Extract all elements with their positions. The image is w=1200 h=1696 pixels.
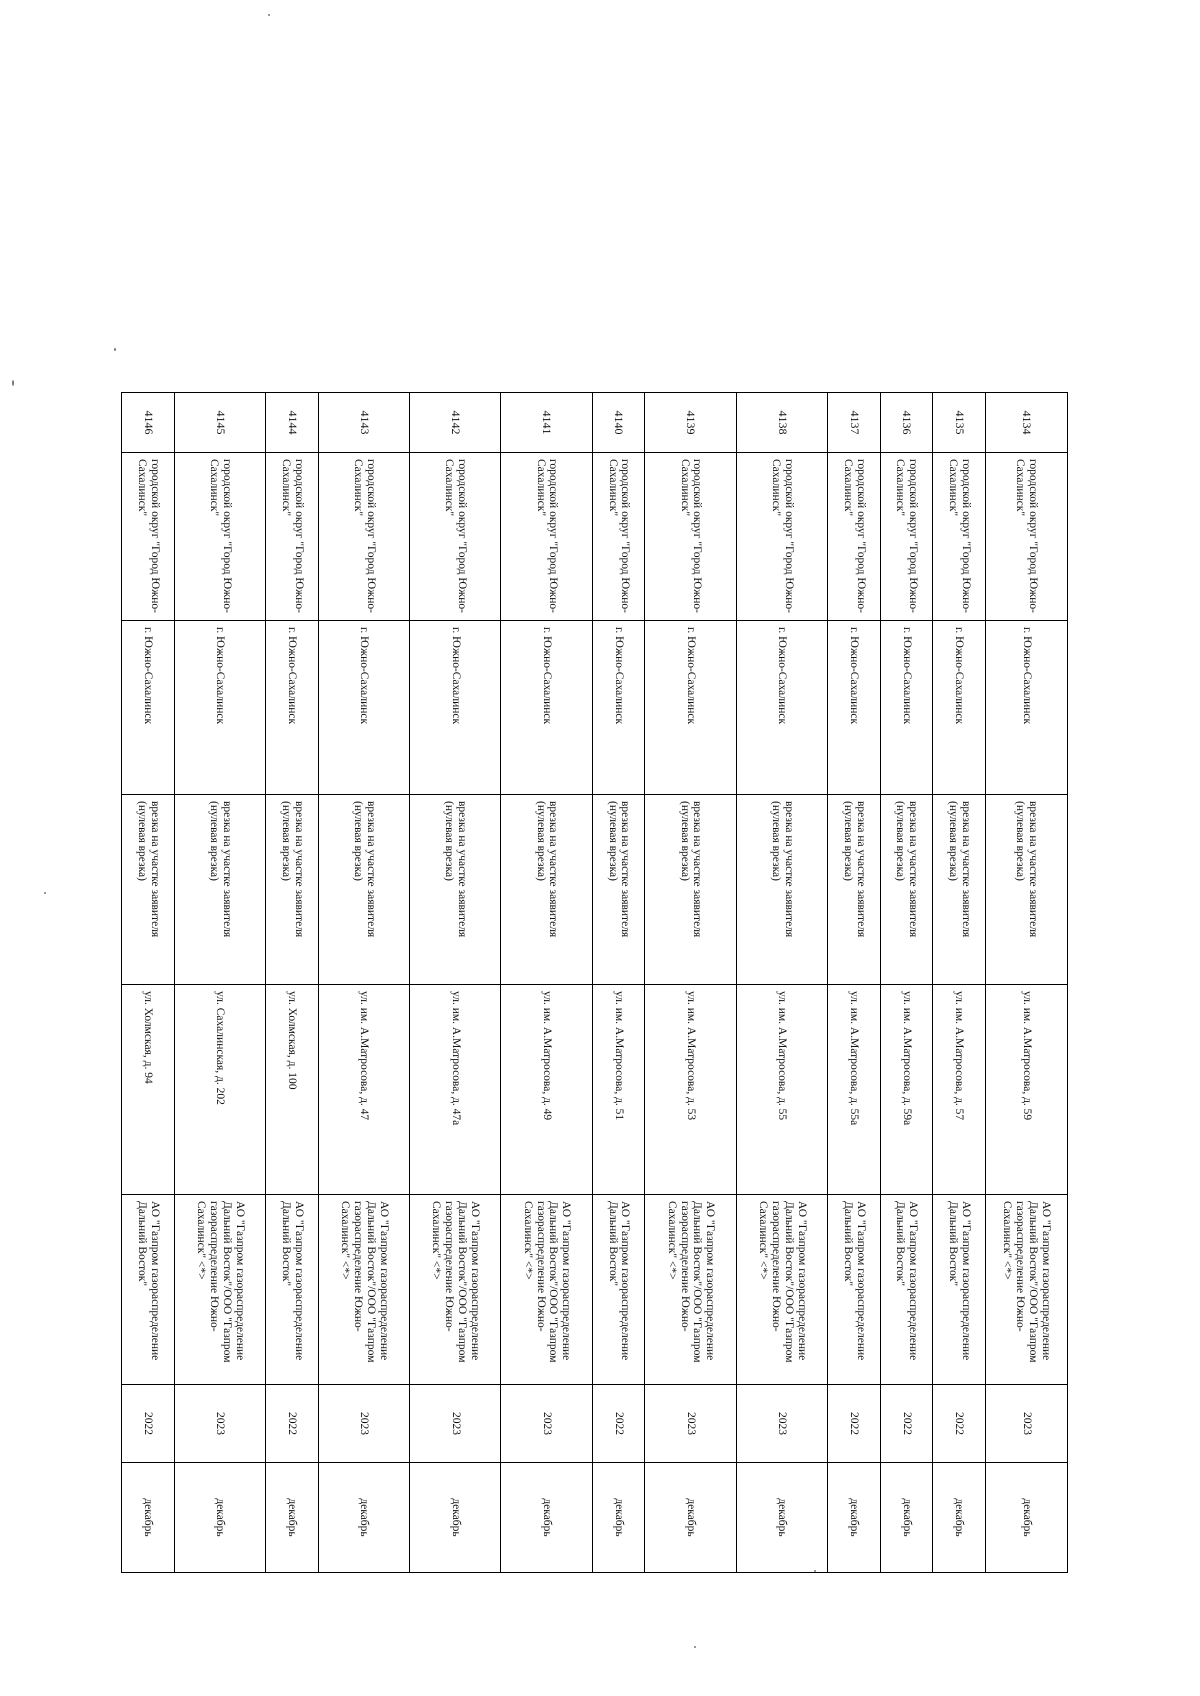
row-number: 4146: [122, 393, 175, 453]
table-row: [501, 393, 592, 1573]
city-cell: г. Южно-Сахалинск: [736, 621, 827, 795]
municipality-cell: городской округ "Город Южно-Сахалинск": [410, 453, 501, 621]
row-number: 4138: [736, 393, 827, 453]
address-cell: ул. им. А.Матросова, д. 49: [501, 985, 592, 1195]
month-cell: декабрь: [985, 1463, 1067, 1573]
gas-connection-table: [121, 392, 1068, 1573]
city-cell: г. Южно-Сахалинск: [933, 621, 986, 795]
organization-cell: АО "Газпром газораспределение Дальний Восток"/ООО "Газпром газораспределение Южно-Сахалинск" <*>: [410, 1195, 501, 1385]
connection-type-cell: врезка на участке заявителя (нулевая врезка): [985, 795, 1067, 985]
address-cell: ул. им. А.Матросова, д. 55: [736, 985, 827, 1195]
connection-type-cell: врезка на участке заявителя (нулевая врезка): [828, 795, 881, 985]
city-cell: г. Южно-Сахалинск: [410, 621, 501, 795]
municipality-cell: городской округ "Город Южно-Сахалинск": [645, 453, 736, 621]
year-cell: 2022: [828, 1385, 881, 1463]
municipality-cell: городской округ "Город Южно-Сахалинск": [266, 453, 319, 621]
organization-cell: АО "Газпром газораспределение Дальний Восток"/ООО "Газпром газораспределение Южно-Сахалинск" <*>: [318, 1195, 409, 1385]
organization-cell: АО "Газпром газораспределение Дальний Восток": [828, 1195, 881, 1385]
row-number: 4140: [592, 393, 645, 453]
connection-type-cell: врезка на участке заявителя (нулевая врезка): [645, 795, 736, 985]
municipality-cell: городской округ "Город Южно-Сахалинск": [880, 453, 933, 621]
organization-cell: АО "Газпром газораспределение Дальний Восток"/ООО "Газпром газораспределение Южно-Сахалинск" <*>: [501, 1195, 592, 1385]
address-cell: ул. им. А.Матросова, д. 51: [592, 985, 645, 1195]
organization-cell: АО "Газпром газораспределение Дальний Восток": [880, 1195, 933, 1385]
connection-type-cell: врезка на участке заявителя (нулевая врезка): [318, 795, 409, 985]
organization-cell: АО "Газпром газораспределение Дальний Восток"/ООО "Газпром газораспределение Южно-Сахалинск" <*>: [174, 1195, 265, 1385]
municipality-cell: городской округ "Город Южно-Сахалинск": [736, 453, 827, 621]
year-cell: 2023: [645, 1385, 736, 1463]
city-cell: г. Южно-Сахалинск: [985, 621, 1067, 795]
connection-type-cell: врезка на участке заявителя (нулевая врезка): [122, 795, 175, 985]
year-cell: 2022: [933, 1385, 986, 1463]
table-row: [880, 393, 933, 1573]
month-cell: декабрь: [122, 1463, 175, 1573]
municipality-cell: городской округ "Город Южно-Сахалинск": [318, 453, 409, 621]
row-number: 4137: [828, 393, 881, 453]
connection-type-cell: врезка на участке заявителя (нулевая врезка): [592, 795, 645, 985]
month-cell: декабрь: [266, 1463, 319, 1573]
connection-type-cell: врезка на участке заявителя (нулевая врезка): [933, 795, 986, 985]
year-cell: 2023: [736, 1385, 827, 1463]
municipality-cell: городской округ "Город Южно-Сахалинск": [985, 453, 1067, 621]
organization-cell: АО "Газпром газораспределение Дальний Восток": [933, 1195, 986, 1385]
city-cell: г. Южно-Сахалинск: [266, 621, 319, 795]
year-cell: 2023: [501, 1385, 592, 1463]
address-cell: ул. им. А.Матросова, д. 53: [645, 985, 736, 1195]
table-row: [410, 393, 501, 1573]
table-row: [122, 393, 175, 1573]
month-cell: декабрь: [174, 1463, 265, 1573]
municipality-cell: городской округ "Город Южно-Сахалинск": [592, 453, 645, 621]
row-number: 4139: [645, 393, 736, 453]
month-cell: декабрь: [645, 1463, 736, 1573]
municipality-cell: городской округ "Город Южно-Сахалинск": [122, 453, 175, 621]
rotated-table: [122, 392, 1068, 1572]
address-cell: ул. им. А.Матросова, д. 59а: [880, 985, 933, 1195]
row-number: 4136: [880, 393, 933, 453]
table-row: [592, 393, 645, 1573]
connection-type-cell: врезка на участке заявителя (нулевая врезка): [266, 795, 319, 985]
table-row: [266, 393, 319, 1573]
address-cell: ул. Холмская, д. 100: [266, 985, 319, 1195]
address-cell: ул. им. А.Матросова, д. 57: [933, 985, 986, 1195]
address-cell: ул. Холмская, д. 94: [122, 985, 175, 1195]
row-number: 4135: [933, 393, 986, 453]
row-number: 4145: [174, 393, 265, 453]
year-cell: 2022: [122, 1385, 175, 1463]
connection-type-cell: врезка на участке заявителя (нулевая врезка): [501, 795, 592, 985]
year-cell: 2023: [318, 1385, 409, 1463]
address-cell: ул. им. А.Матросова, д. 59: [985, 985, 1067, 1195]
scan-speck: [114, 348, 116, 351]
month-cell: декабрь: [933, 1463, 986, 1573]
rotated-table-wrapper: [122, 392, 1068, 1572]
municipality-cell: городской округ "Город Южно-Сахалинск": [501, 453, 592, 621]
month-cell: декабрь: [318, 1463, 409, 1573]
month-cell: декабрь: [736, 1463, 827, 1573]
municipality-cell: городской округ "Город Южно-Сахалинск": [828, 453, 881, 621]
organization-cell: АО "Газпром газораспределение Дальний Восток": [122, 1195, 175, 1385]
municipality-cell: городской округ "Город Южно-Сахалинск": [933, 453, 986, 621]
connection-type-cell: врезка на участке заявителя (нулевая врезка): [880, 795, 933, 985]
organization-cell: АО "Газпром газораспределение Дальний Восток": [266, 1195, 319, 1385]
city-cell: г. Южно-Сахалинск: [174, 621, 265, 795]
month-cell: декабрь: [592, 1463, 645, 1573]
table-row: [828, 393, 881, 1573]
city-cell: г. Южно-Сахалинск: [645, 621, 736, 795]
row-number: 4142: [410, 393, 501, 453]
scan-speck: [694, 1646, 696, 1648]
table-row: [933, 393, 986, 1573]
month-cell: декабрь: [828, 1463, 881, 1573]
connection-type-cell: врезка на участке заявителя (нулевая врезка): [174, 795, 265, 985]
address-cell: ул. им. А.Матросова, д. 47а: [410, 985, 501, 1195]
organization-cell: АО "Газпром газораспределение Дальний Восток"/ООО "Газпром газораспределение Южно-Сахалинск" <*>: [736, 1195, 827, 1385]
city-cell: г. Южно-Сахалинск: [828, 621, 881, 795]
row-number: 4134: [985, 393, 1067, 453]
municipality-cell: городской округ "Город Южно-Сахалинск": [174, 453, 265, 621]
row-number: 4144: [266, 393, 319, 453]
table-row: [985, 393, 1067, 1573]
year-cell: 2023: [410, 1385, 501, 1463]
month-cell: декабрь: [501, 1463, 592, 1573]
row-number: 4141: [501, 393, 592, 453]
year-cell: 2022: [266, 1385, 319, 1463]
connection-type-cell: врезка на участке заявителя (нулевая врезка): [410, 795, 501, 985]
table-row: [318, 393, 409, 1573]
month-cell: декабрь: [410, 1463, 501, 1573]
year-cell: 2023: [985, 1385, 1067, 1463]
address-cell: ул. им. А.Матросова, д. 55а: [828, 985, 881, 1195]
table-row: [174, 393, 265, 1573]
organization-cell: АО "Газпром газораспределение Дальний Восток": [592, 1195, 645, 1385]
city-cell: г. Южно-Сахалинск: [122, 621, 175, 795]
row-number: 4143: [318, 393, 409, 453]
table-row: [736, 393, 827, 1573]
connection-type-cell: врезка на участке заявителя (нулевая врезка): [736, 795, 827, 985]
city-cell: г. Южно-Сахалинск: [501, 621, 592, 795]
address-cell: ул. им. А.Матросова, д. 47: [318, 985, 409, 1195]
city-cell: г. Южно-Сахалинск: [880, 621, 933, 795]
scan-speck: [12, 380, 14, 386]
year-cell: 2023: [174, 1385, 265, 1463]
table-row: [645, 393, 736, 1573]
city-cell: г. Южно-Сахалинск: [318, 621, 409, 795]
month-cell: декабрь: [880, 1463, 933, 1573]
organization-cell: АО "Газпром газораспределение Дальний Восток"/ООО "Газпром газораспределение Южно-Сахалинск" <*>: [985, 1195, 1067, 1385]
city-cell: г. Южно-Сахалинск: [592, 621, 645, 795]
year-cell: 2022: [592, 1385, 645, 1463]
organization-cell: АО "Газпром газораспределение Дальний Восток"/ООО "Газпром газораспределение Южно-Сахалинск" <*>: [645, 1195, 736, 1385]
address-cell: ул. Сахалинская, д. 202: [174, 985, 265, 1195]
year-cell: 2022: [880, 1385, 933, 1463]
scan-speck: [268, 14, 270, 16]
scan-speck: [44, 892, 46, 894]
